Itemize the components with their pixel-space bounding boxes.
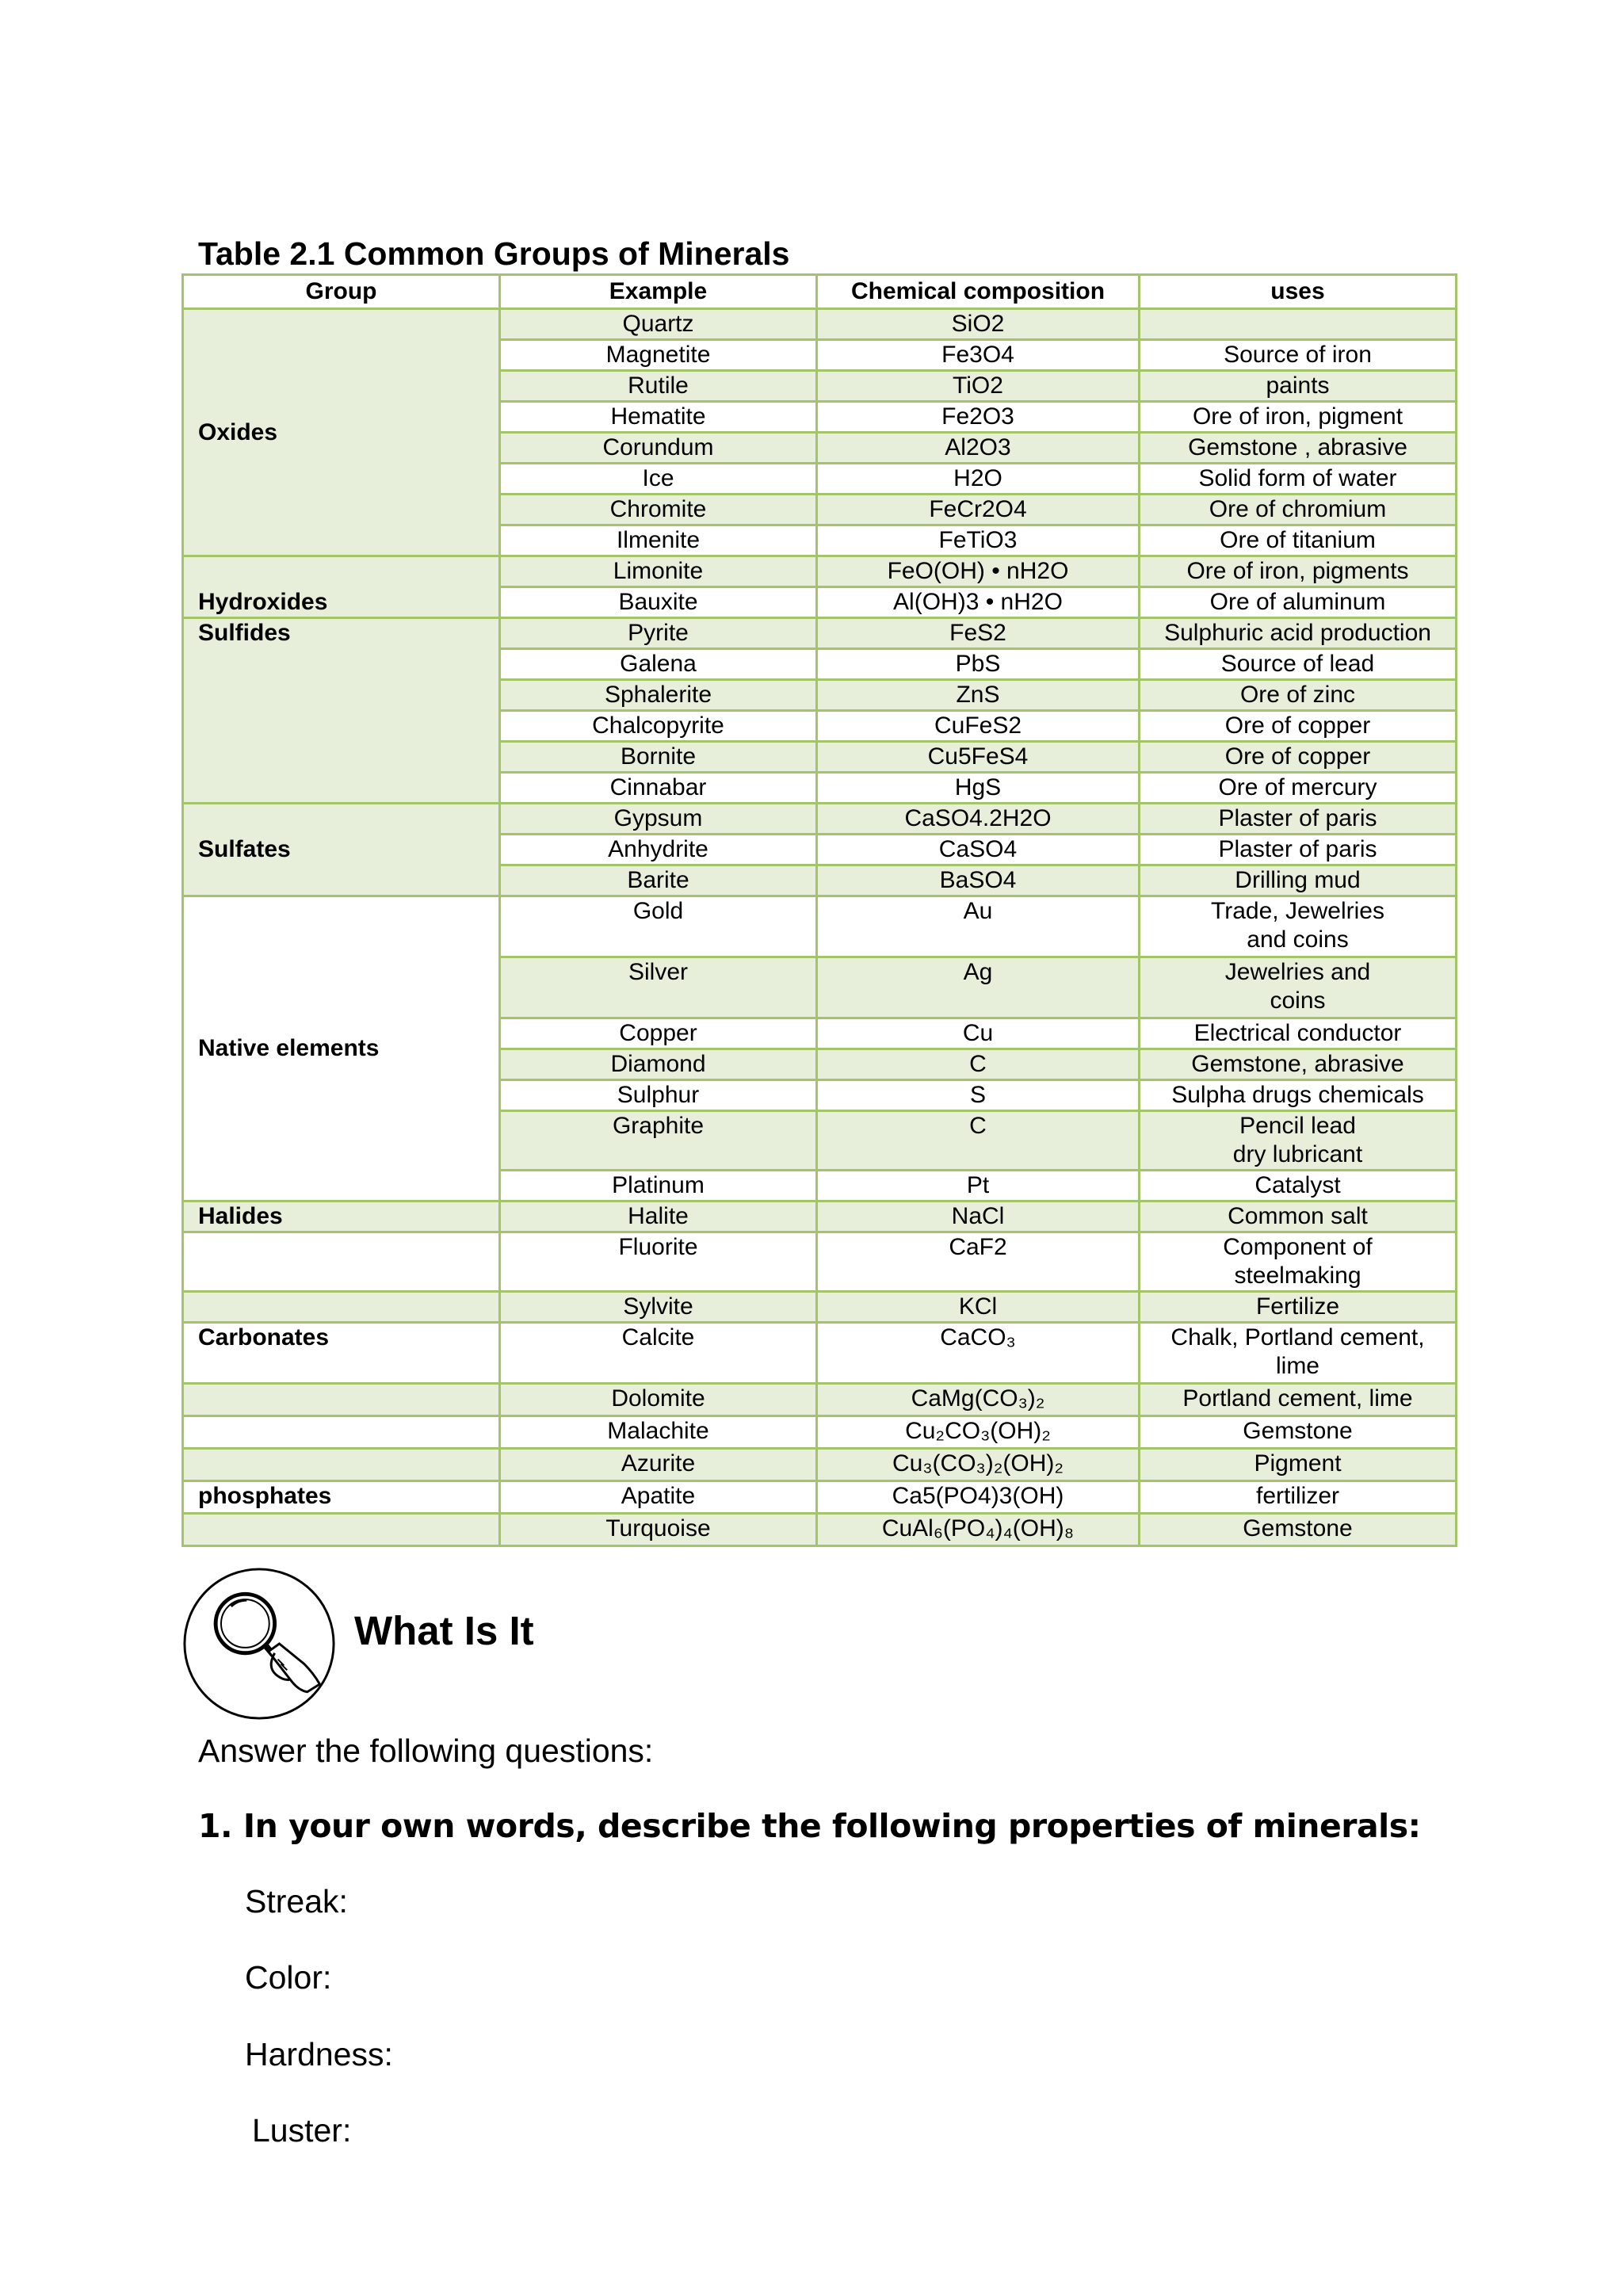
cell-composition: H2O (817, 464, 1140, 495)
property-luster: Luster: (252, 2112, 352, 2149)
cell-composition: Ag (817, 957, 1140, 1018)
cell-composition: C (817, 1111, 1140, 1171)
cell-use (1140, 309, 1457, 340)
cell-composition: Fe3O4 (817, 340, 1140, 371)
col-header-composition: Chemical composition (817, 275, 1140, 309)
cell-example: Silver (500, 957, 817, 1018)
cell-use: Gemstone, abrasive (1140, 1049, 1457, 1080)
cell-use: Fertilize (1140, 1292, 1457, 1323)
cell-example: Diamond (500, 1049, 817, 1080)
cell-composition: NaCl (817, 1201, 1140, 1232)
cell-use: Common salt (1140, 1201, 1457, 1232)
cell-composition: Al2O3 (817, 433, 1140, 464)
section-title: What Is It (354, 1608, 534, 1653)
cell-composition: Al(OH)3 • nH2O (817, 587, 1140, 618)
group-carbonates: Carbonates (183, 1323, 500, 1384)
cell-composition: CaF2 (817, 1232, 1140, 1292)
cell-example: Calcite (500, 1323, 817, 1384)
cell-use: Ore of copper (1140, 711, 1457, 742)
cell-composition: FeS2 (817, 618, 1140, 649)
group-sulfates: Sulfates (183, 804, 500, 896)
cell-example: Gypsum (500, 804, 817, 835)
cell-use: Plaster of paris (1140, 804, 1457, 835)
cell-example: Graphite (500, 1111, 817, 1171)
cell-composition: Ca5(PO4)3(OH) (817, 1481, 1140, 1514)
cell-example: Fluorite (500, 1232, 817, 1292)
cell-composition: HgS (817, 773, 1140, 804)
cell-composition: BaSO4 (817, 865, 1140, 896)
cell-use multiline: Trade, Jewelries and coins (1140, 896, 1457, 957)
cell-use: Sulphuric acid production (1140, 618, 1457, 649)
cell-composition: CaCO₃ (817, 1323, 1140, 1384)
cell-example: Limonite (500, 556, 817, 587)
cell-use: Gemstone , abrasive (1140, 433, 1457, 464)
cell-use: Solid form of water (1140, 464, 1457, 495)
col-header-example: Example (500, 275, 817, 309)
group-halides: Halides (183, 1201, 500, 1232)
group-oxides: Oxides (183, 309, 500, 556)
cell-example: Bauxite (500, 587, 817, 618)
cell-composition: FeTiO3 (817, 525, 1140, 556)
cell-example: Magnetite (500, 340, 817, 371)
cell-use: Ore of zinc (1140, 680, 1457, 711)
cell-use: Chalk, Portland cement, lime (1140, 1323, 1457, 1384)
cell-composition: ZnS (817, 680, 1140, 711)
cell-use: Ore of copper (1140, 742, 1457, 773)
col-header-uses: uses (1140, 275, 1457, 309)
cell-example: Corundum (500, 433, 817, 464)
cell-composition: Au (817, 896, 1140, 957)
property-streak: Streak: (245, 1883, 348, 1920)
cell-composition: PbS (817, 649, 1140, 680)
cell-example: Copper (500, 1018, 817, 1049)
cell-example: Galena (500, 649, 817, 680)
cell-use: Pigment (1140, 1449, 1457, 1481)
magnifying-glass-icon (181, 1566, 337, 1721)
cell-composition: FeCr2O4 (817, 495, 1140, 525)
cell-composition: Fe2O3 (817, 402, 1140, 433)
cell-use: Jewelries and coins (1140, 957, 1457, 1018)
cell-use: Electrical conductor (1140, 1018, 1457, 1049)
cell-use: Component of steelmaking (1140, 1232, 1457, 1292)
col-header-group: Group (183, 275, 500, 309)
cell-composition: Cu (817, 1018, 1140, 1049)
cell-example: Hematite (500, 402, 817, 433)
cell-use: Gemstone (1140, 1416, 1457, 1449)
cell-example: Cinnabar (500, 773, 817, 804)
cell-use: Ore of mercury (1140, 773, 1457, 804)
cell-example: Barite (500, 865, 817, 896)
cell-use: Portland cement, lime (1140, 1384, 1457, 1416)
cell-composition: Cu₃(CO₃)₂(OH)₂ (817, 1449, 1140, 1481)
group-sulfides: Sulfides (183, 618, 500, 804)
cell-composition: CaMg(CO₃)₂ (817, 1384, 1140, 1416)
cell-use: Catalyst (1140, 1171, 1457, 1201)
cell-use: Source of iron (1140, 340, 1457, 371)
group-phosphates: phosphates (183, 1481, 500, 1514)
group-empty-cell (183, 1384, 500, 1416)
cell-example: Ilmenite (500, 525, 817, 556)
cell-composition: Cu₂CO₃(OH)₂ (817, 1416, 1140, 1449)
cell-composition: S (817, 1080, 1140, 1111)
cell-composition: FeO(OH) • nH2O (817, 556, 1140, 587)
cell-example: Platinum (500, 1171, 817, 1201)
cell-composition: KCl (817, 1292, 1140, 1323)
cell-example: Gold (500, 896, 817, 957)
cell-use: Sulpha drugs chemicals (1140, 1080, 1457, 1111)
cell-composition: CaSO4.2H2O (817, 804, 1140, 835)
cell-use: Ore of iron, pigments (1140, 556, 1457, 587)
cell-composition: CuFeS2 (817, 711, 1140, 742)
group-native-elements: Native elements (183, 896, 500, 1201)
cell-composition: TiO2 (817, 371, 1140, 402)
minerals-table (181, 273, 1457, 1547)
group-empty-cell (183, 1416, 500, 1449)
cell-example: Sulphur (500, 1080, 817, 1111)
group-empty-cell (183, 1292, 500, 1323)
group-empty-cell (183, 1232, 500, 1292)
cell-use: Ore of titanium (1140, 525, 1457, 556)
cell-composition: SiO2 (817, 309, 1140, 340)
cell-use: fertilizer (1140, 1481, 1457, 1514)
cell-example: Ice (500, 464, 817, 495)
property-color: Color: (245, 1959, 332, 1996)
property-hardness: Hardness: (245, 2036, 393, 2073)
cell-example: Turquoise (500, 1514, 817, 1546)
cell-use: paints (1140, 371, 1457, 402)
cell-use: Gemstone (1140, 1514, 1457, 1546)
cell-use: Ore of aluminum (1140, 587, 1457, 618)
cell-example: Dolomite (500, 1384, 817, 1416)
cell-composition: C (817, 1049, 1140, 1080)
cell-example: Chromite (500, 495, 817, 525)
cell-use: Ore of iron, pigment (1140, 402, 1457, 433)
cell-example: Apatite (500, 1481, 817, 1514)
cell-use: Drilling mud (1140, 865, 1457, 896)
group-empty-cell (183, 1449, 500, 1481)
cell-use: Pencil lead dry lubricant (1140, 1111, 1457, 1171)
cell-example: Sylvite (500, 1292, 817, 1323)
cell-use: Plaster of paris (1140, 835, 1457, 865)
cell-example: Rutile (500, 371, 817, 402)
cell-example: Pyrite (500, 618, 817, 649)
cell-use: Ore of chromium (1140, 495, 1457, 525)
cell-composition: CuAl₆(PO₄)₄(OH)₈ (817, 1514, 1140, 1546)
table-title: Table 2.1 Common Groups of Minerals (198, 235, 790, 272)
cell-composition: CaSO4 (817, 835, 1140, 865)
cell-example: Sphalerite (500, 680, 817, 711)
cell-composition: Pt (817, 1171, 1140, 1201)
cell-example: Halite (500, 1201, 817, 1232)
group-hydroxides: Hydroxides (183, 556, 500, 618)
cell-use: Source of lead (1140, 649, 1457, 680)
instruction-text: Answer the following questions: (198, 1733, 654, 1769)
group-empty-cell (183, 1514, 500, 1546)
cell-example: Malachite (500, 1416, 817, 1449)
cell-composition: Cu5FeS4 (817, 742, 1140, 773)
question-1: 1. In your own words, describe the following properties of minerals: (198, 1807, 1421, 1845)
cell-example: Azurite (500, 1449, 817, 1481)
cell-example: Bornite (500, 742, 817, 773)
cell-example: Chalcopyrite (500, 711, 817, 742)
cell-example: Quartz (500, 309, 817, 340)
cell-example: Anhydrite (500, 835, 817, 865)
